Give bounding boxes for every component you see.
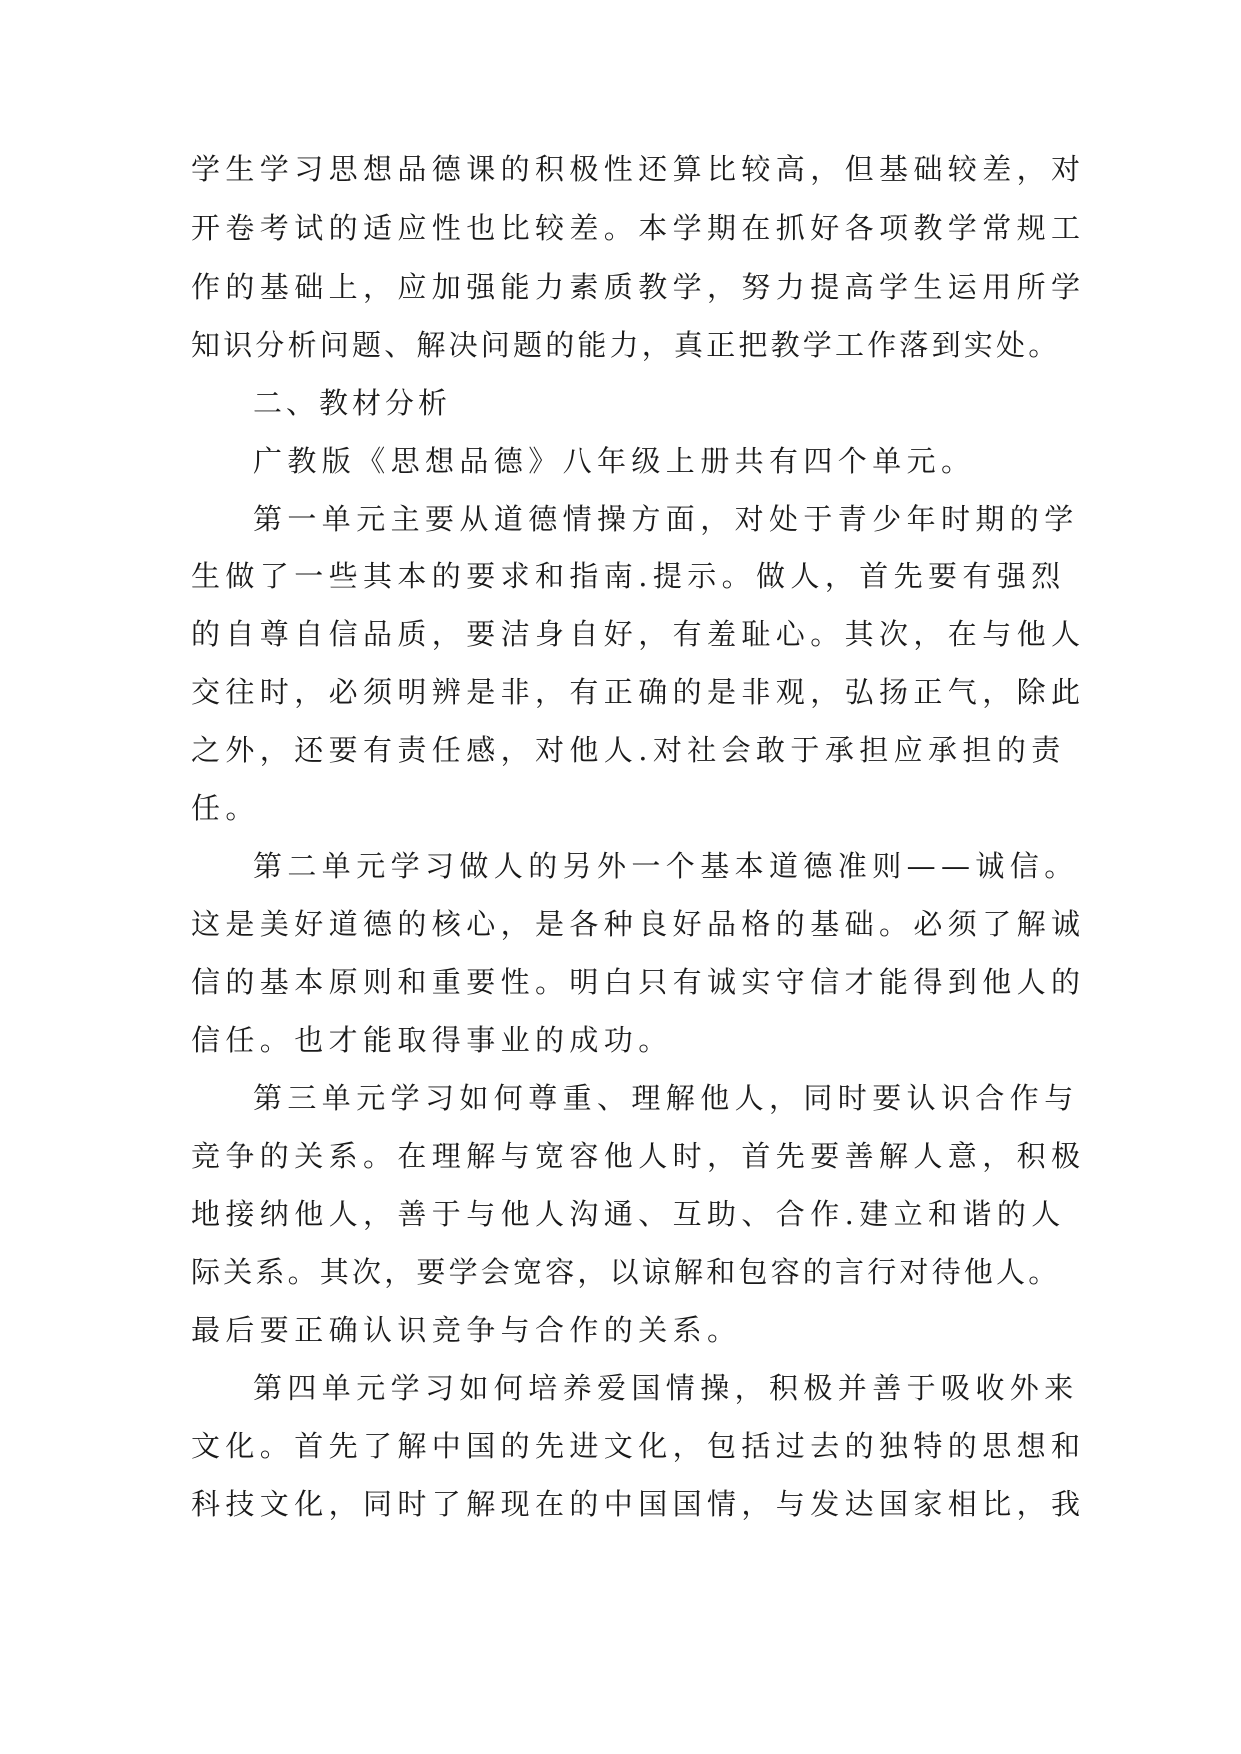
body-text-line: 最后要正确认识竞争与合作的关系。 bbox=[191, 1313, 742, 1347]
paragraph-first-line: 第一单元主要从道德情操方面，对处于青少年时期的学 bbox=[253, 502, 1079, 536]
body-text-line: 生做了一些其本的要求和指南.提示。做人，首先要有强烈 bbox=[191, 559, 1066, 593]
body-text-line: 这是美好道德的核心，是各种良好品格的基础。必须了解诚 bbox=[191, 907, 1086, 941]
paragraph-first-line: 第二单元学习做人的另外一个基本道德准则——诚信。 bbox=[253, 849, 1079, 883]
body-text-line: 学生学习思想品德课的积极性还算比较高，但基础较差，对 bbox=[191, 152, 1086, 186]
body-text-line: 际关系。其次，要学会宽容，以谅解和包容的言行对待他人。 bbox=[191, 1255, 1061, 1289]
body-text-line: 的自尊自信品质，要洁身自好，有羞耻心。其次，在与他人 bbox=[191, 617, 1086, 651]
body-text-line: 信任。也才能取得事业的成功。 bbox=[191, 1023, 673, 1057]
body-text-line: 之外，还要有责任感，对他人.对社会敢于承担应承担的责 bbox=[191, 733, 1066, 767]
body-text-line: 信的基本原则和重要性。明白只有诚实守信才能得到他人的 bbox=[191, 965, 1086, 999]
body-text-line: 科技文化，同时了解现在的中国国情，与发达国家相比，我 bbox=[191, 1487, 1086, 1521]
body-text-line: 交往时，必须明辨是非，有正确的是非观，弘扬正气，除此 bbox=[191, 675, 1086, 709]
body-text-line: 文化。首先了解中国的先进文化，包括过去的独特的思想和 bbox=[191, 1429, 1086, 1463]
body-text-line: 地接纳他人，善于与他人沟通、互助、合作.建立和谐的人 bbox=[191, 1197, 1066, 1231]
body-text-line: 任。 bbox=[191, 791, 260, 825]
body-text-line: 知识分析问题、解决问题的能力，真正把教学工作落到实处。 bbox=[191, 328, 1061, 362]
body-text-line: 作的基础上，应加强能力素质教学，努力提高学生运用所学 bbox=[191, 270, 1086, 304]
section-heading: 二、教材分析 bbox=[253, 386, 452, 420]
paragraph-first-line: 第三单元学习如何尊重、理解他人，同时要认识合作与 bbox=[253, 1081, 1079, 1115]
body-text-line: 广教版《思想品德》八年级上册共有四个单元。 bbox=[253, 444, 976, 478]
body-text-line: 竞争的关系。在理解与宽容他人时，首先要善解人意，积极 bbox=[191, 1139, 1086, 1173]
paragraph-first-line: 第四单元学习如何培养爱国情操，积极并善于吸收外来 bbox=[253, 1371, 1079, 1405]
body-text-line: 开卷考试的适应性也比较差。本学期在抓好各项教学常规工 bbox=[191, 211, 1086, 245]
